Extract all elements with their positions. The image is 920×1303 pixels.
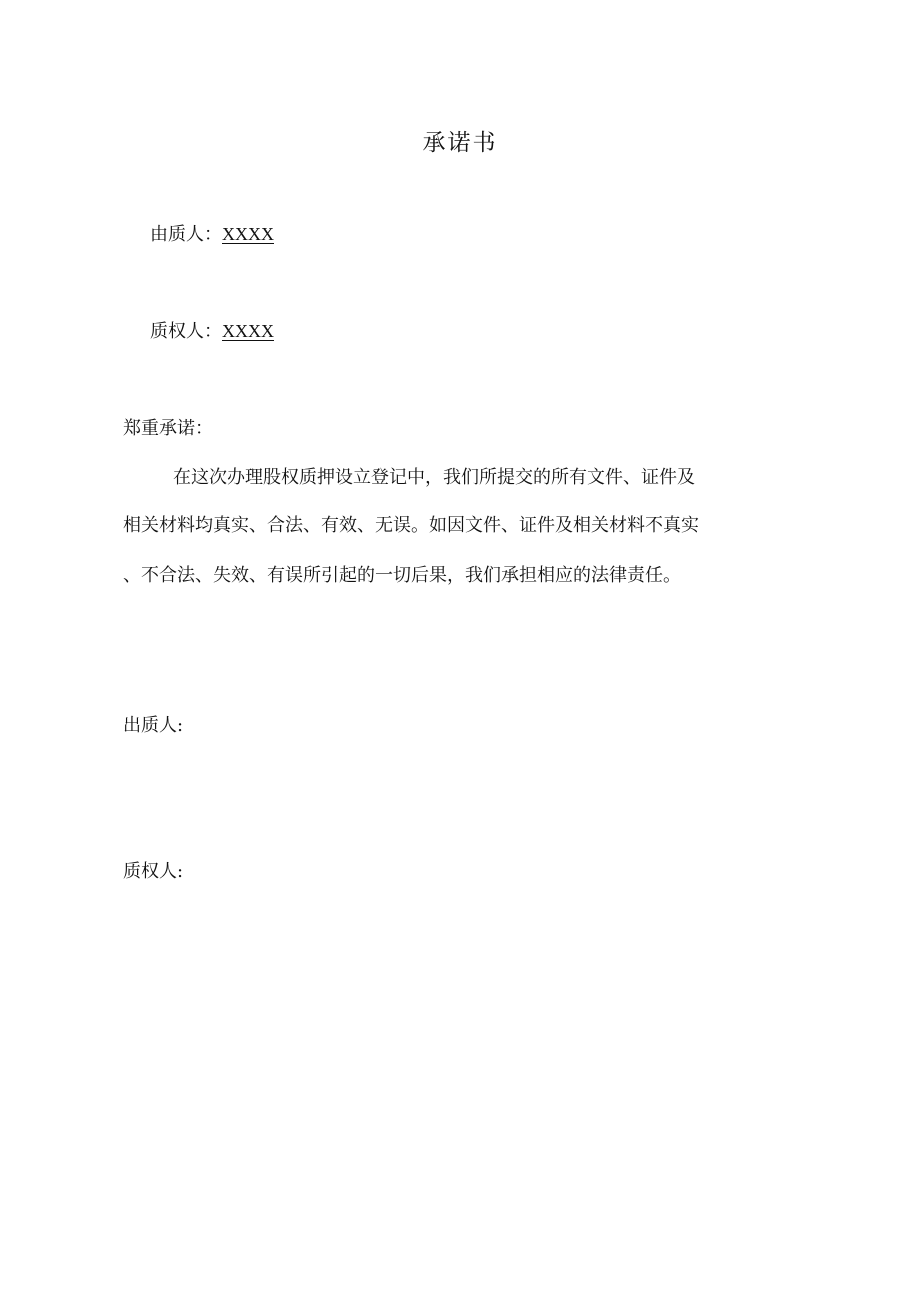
pledgee-label: 质权人： [150, 321, 222, 342]
declaration-heading: 郑重承诺： [123, 418, 213, 439]
body-line-3: 、不合法、失效、有误所引起的一切后果，我们承担相应的法律责任。 [123, 565, 681, 586]
pledgor-label: 由质人： [150, 224, 222, 245]
pledgee-field [150, 317, 274, 343]
body-line-1: 在这次办理股权质押设立登记中，我们所提交的所有文件、证件及 [173, 467, 695, 488]
body-line-2: 相关材料均真实、合法、有效、无误。如因文件、证件及相关材料不真实 [123, 515, 699, 536]
pledgor-value: XXXX [222, 224, 274, 244]
pledgor-field [150, 220, 274, 246]
signature-pledgee: 质权人: [123, 861, 184, 882]
signature-pledgor: 出质人: [123, 715, 184, 736]
pledgee-value: XXXX [222, 321, 274, 341]
document-title: 承诺书 [422, 130, 498, 156]
